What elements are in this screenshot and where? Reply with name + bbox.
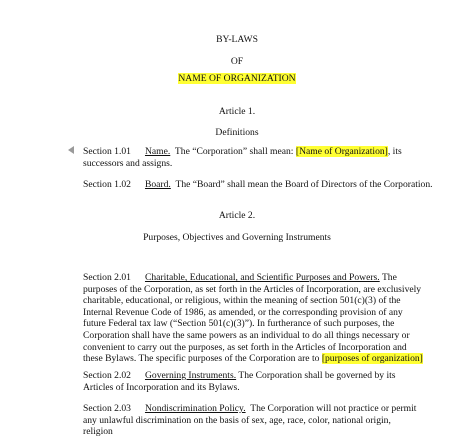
section-1-02-text: The “Board” shall mean the Board of Directors of the Corporation. (175, 179, 433, 190)
section-1-02-number: Section 1.02 (83, 179, 131, 190)
section-1-01-heading: Name. (144, 146, 171, 157)
section-1-02 (83, 179, 443, 191)
section-1-01-highlight: [Name of Organization] (295, 146, 388, 157)
title-organization (0, 73, 474, 84)
title-bylaws: BY-LAWS (216, 34, 258, 45)
section-2-01-number: Section 2.01 (83, 272, 131, 283)
section-2-01-text: The purposes of the Corporation, as set forth in the Articles of Incorporation, are exclusively charitable, educational, or religious, within the meaning of section 501(c)(3) of the Internal Revenue Code of 1986, as amended, or the corresponding provision of any future Federal tax law (“Section 501(c)(3)”). In furtherance of such purposes, the Corporation shall have the same powers as an individual to do all things necessary or convenient to carry out the purposes, as set forth in the Articles of Incorporation and these Bylaws. The specific purposes of the Corporation are to (83, 272, 422, 365)
article-1-subheading: Definitions (215, 127, 259, 138)
title-organization-highlight: NAME OF ORGANIZATION (178, 73, 296, 84)
section-2-01 (83, 272, 423, 365)
article-1-heading: Article 1. (218, 106, 256, 117)
section-2-02-heading: Governing Instruments. (144, 370, 237, 381)
section-1-01-text-end: , its successors and assigns. (83, 146, 402, 169)
section-2-01-heading: Charitable, Educational, and Scientific Purposes and Powers. (144, 272, 380, 283)
section-2-01-highlight: [purposes of organization] (321, 353, 423, 365)
section-1-01-number: Section 1.01 (83, 146, 131, 157)
title-of: OF (230, 56, 244, 67)
section-2-02 (83, 370, 423, 393)
section-2-02-text: The Corporation shall be governed by its Articles of Incorporation and its Bylaws. (83, 370, 396, 393)
article-2-subheading: Purposes, Objectives and Governing Instruments (143, 232, 331, 243)
section-2-03-heading: Nondiscrimination Policy. (144, 403, 246, 414)
section-1-01-text: The “Corporation” shall mean: (174, 146, 294, 157)
section-2-03-text: The Corporation will not practice or permit any unlawful discrimination on the basis of sex, age, race, color, national origin, religion (83, 403, 417, 438)
article-2-heading: Article 2. (218, 210, 256, 221)
section-2-03-number: Section 2.03 (83, 403, 131, 414)
section-2-02-number: Section 2.02 (83, 370, 131, 381)
paragraph-marker-icon (68, 146, 74, 154)
section-1-02-heading: Board. (144, 179, 171, 190)
section-1-01 (83, 146, 428, 169)
section-2-03 (83, 403, 423, 438)
